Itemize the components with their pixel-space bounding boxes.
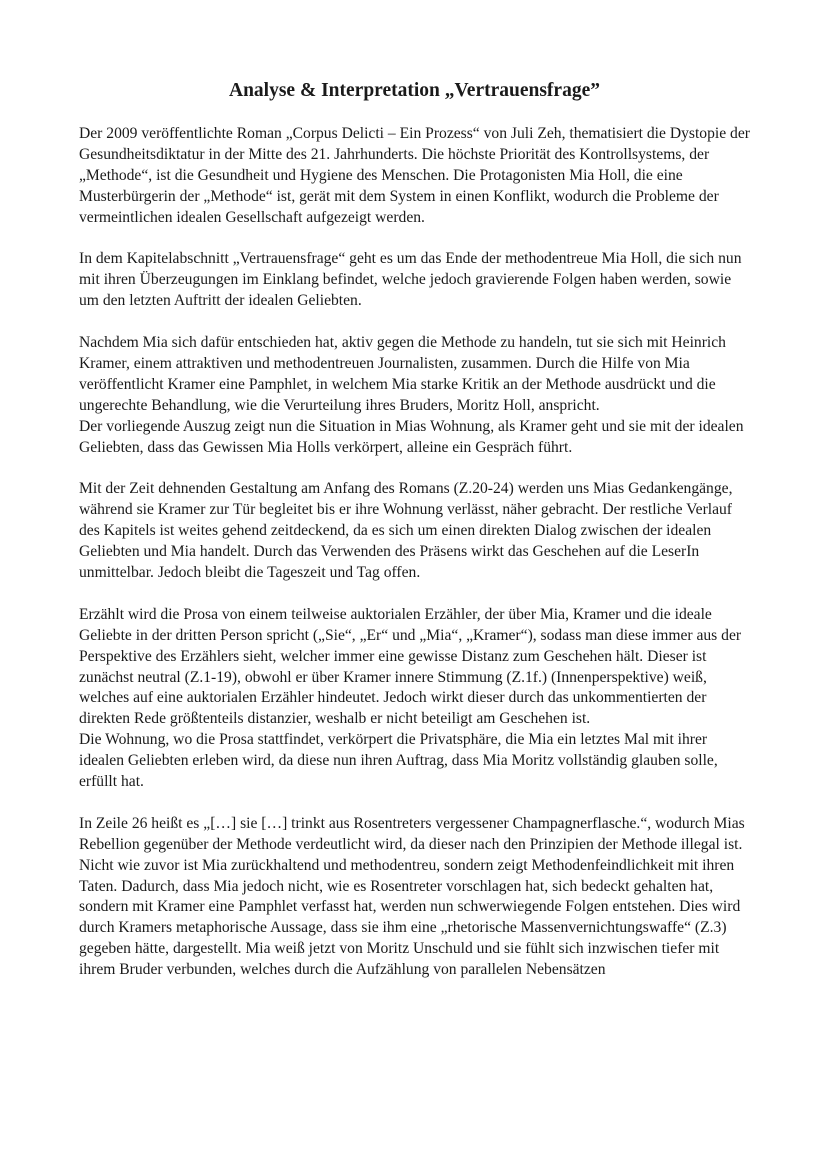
paragraph-setting: Die Wohnung, wo die Prosa stattfindet, verkörpert die Privatsphäre, die Mia ein letztes Mal mit ihrer idealen Geliebten erleben wird, da diese nun ihren Auftrag, dass Mia Moritz vollständig glauben solle, erfüllt hat. [79,731,718,791]
document-title: Analyse & Interpretation „Vertrauensfrage” [229,80,600,101]
paragraph-chapter-summary: In dem Kapitelabschnitt „Vertrauensfrage“ geht es um das Ende der methodentreue Mia Holl, die sich nun mit ihren Überzeugungen im Einklang befindet, welche jedoch gravierende Folgen haben werden, sowie um den letzten Auftritt der idealen Geliebten. [79,250,742,310]
paragraph-excerpt-situation: Der vorliegende Auszug zeigt nun die Situation in Mias Wohnung, als Kramer geht und sie mit der idealen Geliebten, dass das Gewissen Mia Holls verkörpert, alleine ein Gespräch führt. [79,417,744,456]
paragraph-introduction: Der 2009 veröffentlichte Roman „Corpus Delicti – Ein Prozess“ von Juli Zeh, thematisiert die Dystopie der Gesundheitsdiktatur in der Mitte des 21. Jahrhunderts. Die höchste Priorität des Kontrollsystems, der „Methode“, ist die Gesundheit und Hygiene des Menschen. Die Protagonisten Mia Holl, die eine Musterbürgerin der „Methode“ ist, gerät mit dem System in einen Konflikt, wodurch die Probleme der vermeintlichen idealen Gesellschaft aufgezeigt werden. [79,125,750,226]
paragraph-narrator: Erzählt wird die Prosa von einem teilweise auktorialen Erzähler, der über Mia, Kramer und die ideale Geliebte in der dritten Person spricht („Sie“, „Er“ und „Mia“, „Kramer“), sodass man diese immer aus der Perspektive des Erzählers sieht, welcher immer eine gewisse Distanz zum Geschehen hält. Dieser ist zunächst neutral (Z.1-19), obwohl er über Kramer innere Stimmung (Z.1f.) (Innenperspektive) weiß, welches auf eine auktorialen Erzähler hindeutet. Jedoch wirkt dieser durch das unkommentierten der direkten Rede größtenteils distanzier, weshalb er nicht beteiligt am Geschehen ist. [79,605,742,728]
paragraph-context: Nachdem Mia sich dafür entschieden hat, aktiv gegen die Methode zu handeln, tut sie sich mit Heinrich Kramer, einem attraktiven und methodentreuen Journalisten, zusammen. Durch die Hilfe von Mia veröffentlicht Kramer eine Pamphlet, in welchem Mia starke Kritik an der Methode ausdrückt und die ungerechte Behandlung, wie die Verurteilung ihres Bruders, Moritz Holl, anspricht. [79,334,726,414]
paragraph-time-structure: Mit der Zeit dehnenden Gestaltung am Anfang des Romans (Z.20-24) werden uns Mias Gedankengänge, während sie Kramer zur Tür begleitet bis er ihre Wohnung verlässt, näher gebracht. Der restliche Verlauf des Kapitels ist weites gehend zeitdeckend, da es sich um einen direkten Dialog zwischen der idealen Geliebten und Mia handelt. Durch das Verwenden des Präsens wirkt das Geschehen auf die LeserIn unmittelbar. Jedoch bleibt die Tageszeit und Tag offen. [79,480,733,581]
paragraph-analysis: In Zeile 26 heißt es „[…] sie […] trinkt aus Rosentreters vergessener Champagnerflasche.“, wodurch Mias Rebellion gegenüber der Methode verdeutlicht wird, da dieser nach den Prinzipien der Methode illegal ist. Nicht wie zuvor ist Mia zurückhaltend und methodentreu, sondern zeigt Methodenfeindlichkeit mit ihren Taten. Dadurch, dass Mia jedoch nicht, wie es Rosentreter vorschlagen hat, sich bedeckt gehalten hat, sondern mit Kramer eine Pamphlet verfasst hat, werden nun schwerwiegende Folgen entstehen. Dies wird durch Kramers metaphorische Aussage, dass sie ihm eine „rhetorische Massenvernichtungswaffe“ (Z.3) gegeben hätte, dargestellt. Mia weiß jetzt von Moritz Unschuld und sie fühlt sich inzwischen tiefer mit ihrem Bruder verbunden, welches durch die Aufzählung von parallelen Nebensätzen [79,814,745,979]
